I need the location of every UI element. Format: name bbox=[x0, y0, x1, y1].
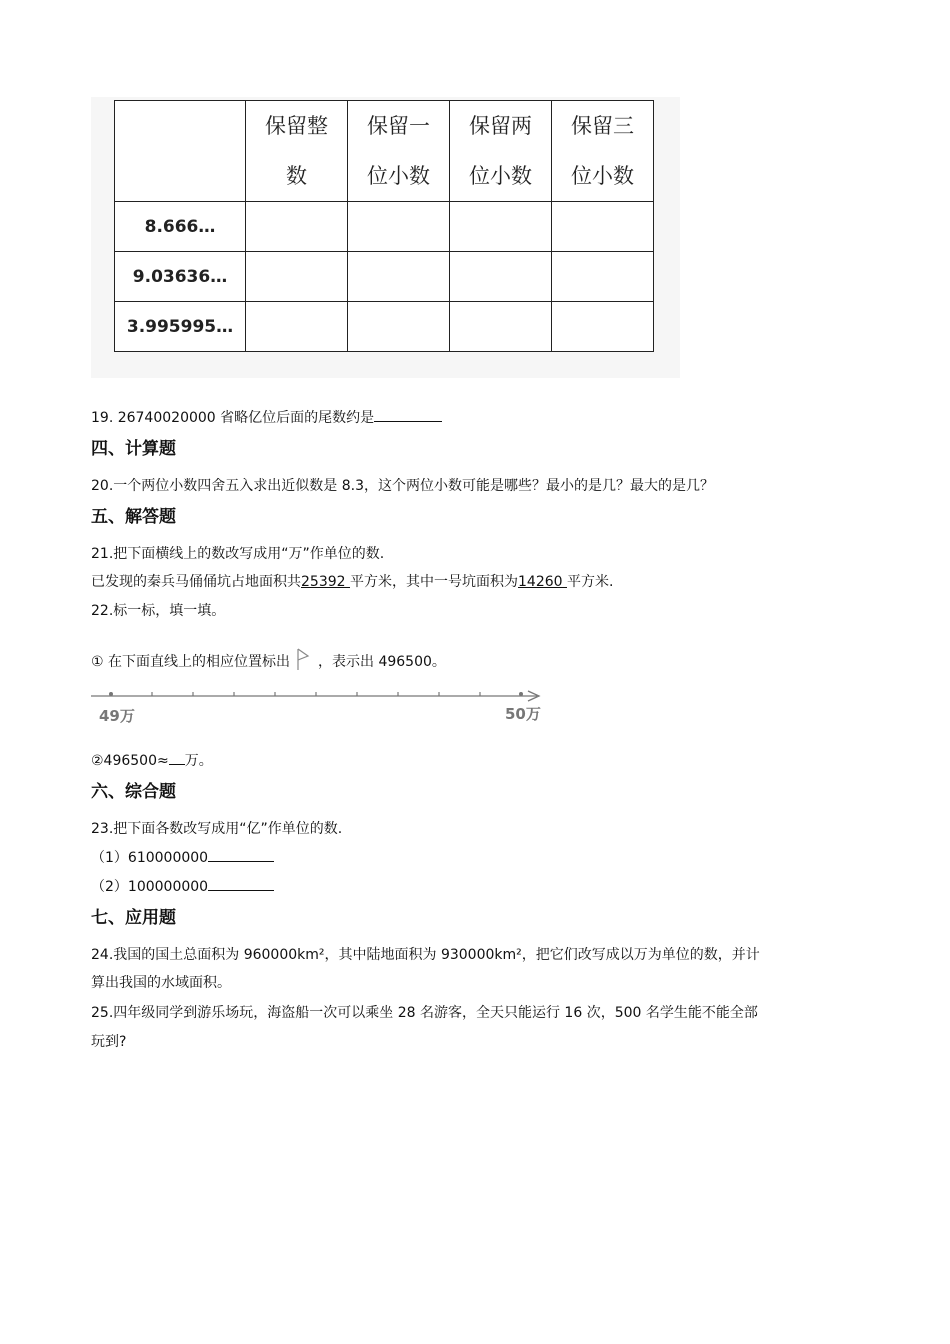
answer-cell bbox=[246, 252, 348, 302]
answer-cell bbox=[348, 202, 450, 252]
answer-blank bbox=[208, 847, 274, 862]
answer-cell bbox=[348, 302, 450, 352]
number-line bbox=[91, 683, 551, 727]
section-heading-5: 五、解答题 bbox=[91, 507, 176, 527]
question-23-item-1: （1）610000000 bbox=[91, 847, 274, 867]
section-heading-4: 四、计算题 bbox=[91, 439, 176, 459]
right-endpoint-label: 50万 bbox=[505, 705, 541, 723]
answer-blank bbox=[208, 876, 274, 891]
question-21-body: 已发现的秦兵马俑俑坑占地面积共25392 平方米，其中一号坑面积为14260 平方米. bbox=[91, 574, 614, 590]
answer-cell bbox=[450, 252, 552, 302]
left-endpoint-label: 49万 bbox=[99, 707, 135, 725]
question-21-title: 21.把下面横线上的数改写成用“万”作单位的数. bbox=[91, 546, 385, 562]
answer-blank bbox=[169, 750, 185, 765]
table-row bbox=[115, 302, 654, 352]
section-heading-6: 六、综合题 bbox=[91, 782, 176, 802]
answer-cell bbox=[246, 302, 348, 352]
question-24-line-1: 24.我国的国土总面积为 960000km²，其中陆地面积为 930000km²，把它们改写成以万为单位的数，并计 bbox=[91, 947, 760, 963]
answer-cell bbox=[552, 252, 654, 302]
header-round-2-decimal: 保留两 位小数 bbox=[450, 101, 552, 202]
row-value-cell: 3.995995… bbox=[115, 302, 246, 352]
question-24-line-2: 算出我国的水域面积。 bbox=[91, 975, 231, 991]
table-row bbox=[115, 202, 654, 252]
header-round-3-decimal: 保留三 位小数 bbox=[552, 101, 654, 202]
table-row bbox=[115, 252, 654, 302]
question-23-title: 23.把下面各数改写成用“亿”作单位的数. bbox=[91, 821, 343, 837]
rounding-table bbox=[114, 100, 654, 352]
question-22-step-1: ① 在下面直线上的相应位置标出 ，表示出 496500。 bbox=[91, 648, 446, 671]
section-heading-7: 七、应用题 bbox=[91, 908, 176, 928]
answer-cell bbox=[246, 202, 348, 252]
underlined-number: 25392 bbox=[301, 574, 350, 590]
row-value-cell: 8.666… bbox=[115, 202, 246, 252]
answer-cell bbox=[450, 302, 552, 352]
answer-cell bbox=[552, 302, 654, 352]
question-19: 19. 26740020000 省略亿位后面的尾数约是 bbox=[91, 407, 442, 427]
question-25-line-2: 玩到? bbox=[91, 1034, 127, 1050]
underlined-number: 14260 bbox=[518, 574, 567, 590]
answer-cell bbox=[552, 202, 654, 252]
question-25-line-1: 25.四年级同学到游乐场玩，海盗船一次可以乘坐 28 名游客，全天只能运行 16 次，500 名学生能不能全部 bbox=[91, 1005, 758, 1021]
header-empty-cell bbox=[115, 101, 246, 202]
question-22-title: 22.标一标，填一填。 bbox=[91, 603, 226, 619]
question-23-item-2: （2）100000000 bbox=[91, 876, 274, 896]
flag-icon bbox=[296, 648, 310, 670]
row-value-cell: 9.03636… bbox=[115, 252, 246, 302]
answer-blank bbox=[374, 407, 442, 422]
answer-cell bbox=[450, 202, 552, 252]
number-line-graphic bbox=[91, 683, 551, 727]
rounding-table-figure bbox=[91, 97, 680, 378]
question-20: 20.一个两位小数四舍五入求出近似数是 8.3，这个两位小数可能是哪些？最小的是几？最大的是几？ bbox=[91, 478, 714, 494]
answer-cell bbox=[348, 252, 450, 302]
header-round-integer: 保留整 数 bbox=[246, 101, 348, 202]
question-22-step-2: ②496500≈ 万。 bbox=[91, 750, 213, 770]
table-header-row bbox=[115, 101, 654, 202]
header-round-1-decimal: 保留一 位小数 bbox=[348, 101, 450, 202]
